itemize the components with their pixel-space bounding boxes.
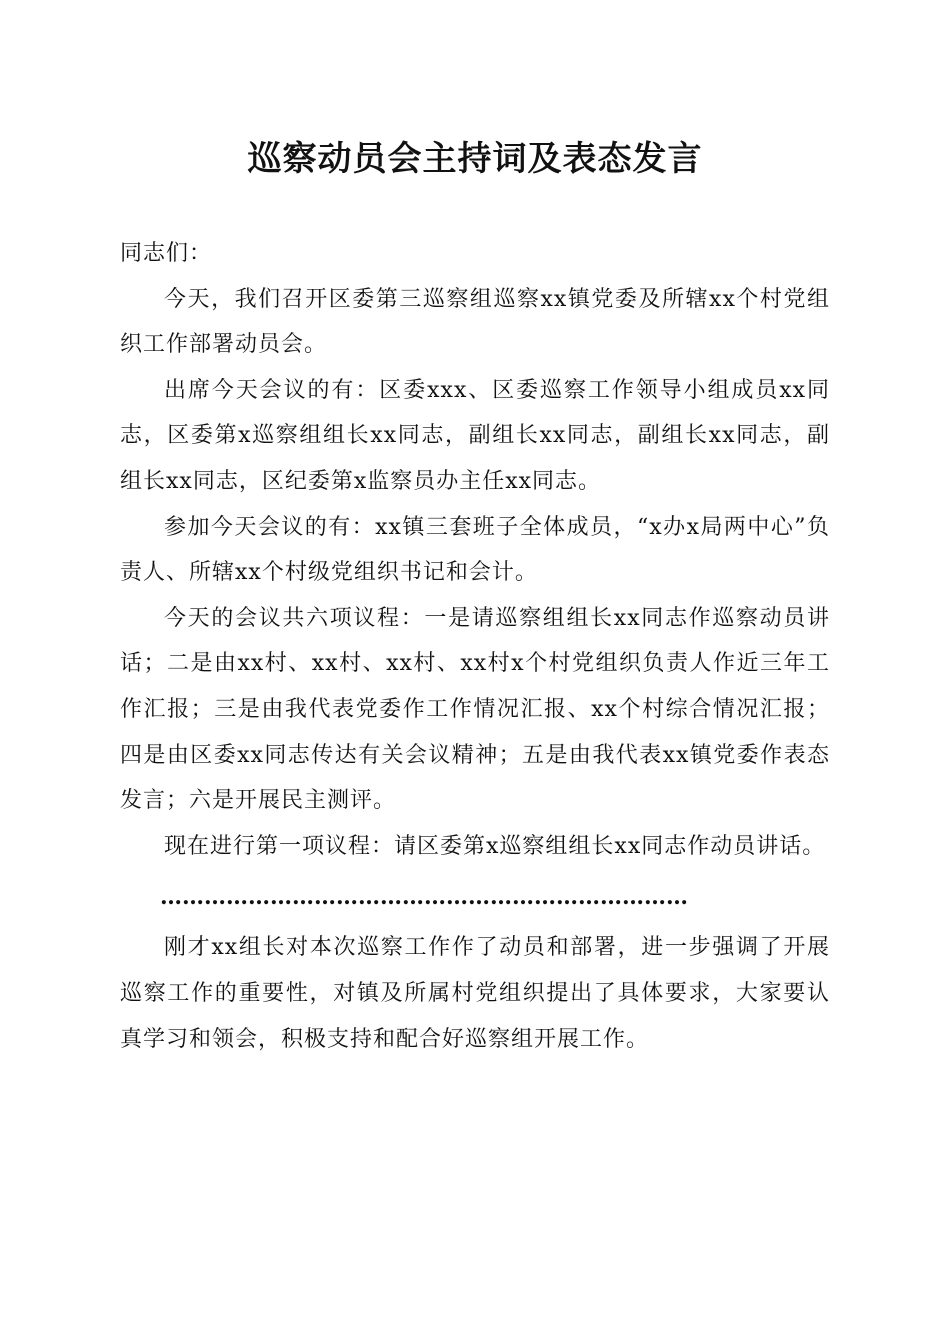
salutation: 同志们： bbox=[120, 241, 213, 266]
paragraph-first-item: 现在进行第一项议程：请区委第x巡察组组长xx同志作动员讲话。 bbox=[164, 833, 826, 859]
document-body bbox=[120, 231, 830, 1062]
ellipsis-separator: ……………………………………………………………… bbox=[160, 884, 688, 911]
document-title: 巡察动员会主持词及表态发言 bbox=[247, 139, 703, 179]
paragraph-participants: 参加今天会议的有：xx镇三套班子全体成员，“x办x局两中心”负责人、所辖xx个村级党组织书记和会计。 bbox=[120, 514, 830, 586]
paragraph-agenda: 今天的会议共六项议程：一是请巡察组组长xx同志作巡察动员讲话；二是由xx村、xx村、xx村、xx村x个村党组织负责人作近三年工作汇报；三是由我代表党委作工作情况汇报、xx个村综合情况汇报；四是由区委xx同志传达有关会议精神；五是由我代表xx镇党委作表态发言；六是开展民主测评。 bbox=[120, 605, 830, 814]
paragraph-opening: 今天，我们召开区委第三巡察组巡察xx镇党委及所辖xx个村党组织工作部署动员会。 bbox=[120, 286, 830, 358]
paragraph-attendees: 出席今天会议的有：区委xxx、区委巡察工作领导小组成员xx同志，区委第x巡察组组长xx同志，副组长xx同志，副组长xx同志，副组长xx同志，区纪委第x监察员办主任xx同志。 bbox=[120, 377, 830, 494]
paragraph-closing: 刚才xx组长对本次巡察工作作了动员和部署，进一步强调了开展巡察工作的重要性，对镇及所属村党组织提出了具体要求，大家要认真学习和领会，积极支持和配合好巡察组开展工作。 bbox=[120, 935, 830, 1052]
